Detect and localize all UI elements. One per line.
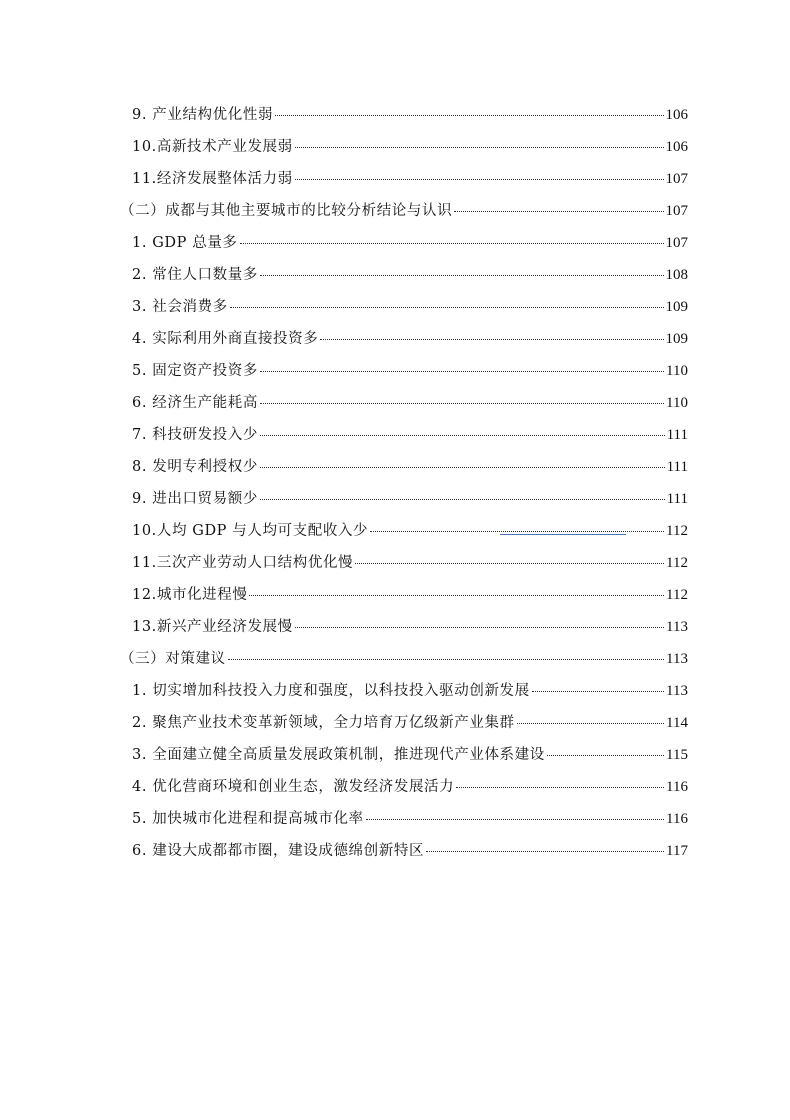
toc-entry-title: 6. 建设大成都都市圈，建设成德绵创新特区 (132, 843, 425, 859)
toc-entry-title: 4. 优化营商环境和创业生态，激发经济发展活力 (132, 779, 455, 795)
toc-page-number: 109 (665, 299, 688, 315)
toc-entry-title: 5. 固定资产投资多 (132, 363, 258, 379)
toc-dot-leader (532, 690, 664, 692)
toc-entry-title: 3. 社会消费多 (132, 299, 228, 315)
toc-dot-leader (366, 818, 664, 820)
toc-entry[interactable] (120, 387, 688, 419)
toc-entry[interactable] (120, 579, 688, 611)
toc-page-number: 113 (666, 651, 688, 667)
toc-entry-title: 6. 经济生产能耗高 (132, 395, 258, 411)
toc-entry-title: 3. 全面建立健全高质量发展政策机制，推进现代产业体系建设 (132, 747, 545, 763)
toc-page-number: 107 (665, 203, 688, 219)
toc-entry[interactable] (120, 131, 688, 163)
toc-dot-leader (260, 466, 665, 468)
toc-entry[interactable] (120, 227, 688, 259)
toc-dot-leader (295, 178, 664, 180)
toc-dot-leader (260, 370, 664, 372)
toc-page-number: 111 (666, 459, 688, 475)
toc-page-number: 116 (666, 811, 688, 827)
toc-entry-title: 10.高新技术产业发展弱 (132, 139, 293, 155)
toc-dot-leader (456, 786, 664, 788)
toc-entry[interactable] (120, 163, 688, 195)
toc-dot-leader (260, 402, 664, 404)
toc-entry[interactable] (120, 451, 688, 483)
toc-entry-title: （二）成都与其他主要城市的比较分析结论与认识 (120, 203, 453, 219)
toc-dot-leader (426, 850, 664, 852)
toc-entry[interactable] (120, 611, 688, 643)
toc-entry[interactable] (120, 803, 688, 835)
toc-entry-title: 4. 实际利用外商直接投资多 (132, 331, 319, 347)
toc-entry-title: 1. GDP 总量多 (132, 235, 238, 251)
toc-dot-leader (240, 242, 664, 244)
toc-dot-leader (260, 434, 665, 436)
toc-entry[interactable] (120, 291, 688, 323)
toc-entry-title: 9. 产业结构优化性弱 (132, 107, 274, 123)
toc-dot-leader (547, 754, 664, 756)
toc-page-number: 107 (665, 171, 688, 187)
toc-entry-title: 5. 加快城市化进程和提高城市化率 (132, 811, 364, 827)
toc-page-number: 110 (666, 395, 688, 411)
toc-entry-title: 11.经济发展整体活力弱 (132, 171, 293, 187)
toc-dot-leader (249, 594, 664, 596)
toc-entry[interactable] (120, 419, 688, 451)
toc-entry-title: 8. 发明专利授权少 (132, 459, 258, 475)
toc-dot-leader (320, 338, 663, 340)
toc-entry[interactable] (120, 739, 688, 771)
toc-entry-title: 13.新兴产业经济发展慢 (132, 619, 293, 635)
toc-entry[interactable] (120, 195, 688, 227)
toc-entry-title: 2. 常住人口数量多 (132, 267, 258, 283)
toc-page-number: 110 (666, 363, 688, 379)
toc-entry[interactable] (120, 515, 688, 547)
toc-page-number: 111 (666, 427, 688, 443)
toc-dot-leader (517, 722, 664, 724)
toc-entry[interactable] (120, 675, 688, 707)
toc-entry-title: 10.人均 GDP 与人均可支配收入少 (132, 523, 369, 539)
toc-entry[interactable] (120, 99, 688, 131)
toc-dot-leader (454, 210, 663, 212)
toc-entry[interactable] (120, 355, 688, 387)
toc-entry-title: （三）对策建议 (120, 651, 226, 667)
toc-dot-leader (275, 114, 663, 116)
toc-dot-leader (230, 306, 664, 308)
toc-page-number: 115 (666, 747, 688, 763)
toc-page-number: 114 (666, 715, 688, 731)
toc-dot-leader (355, 562, 664, 564)
toc-page-number: 112 (666, 587, 688, 603)
toc-page-number: 111 (666, 491, 688, 507)
toc-page-number: 106 (665, 139, 688, 155)
toc-entry[interactable] (120, 835, 688, 867)
toc-page-number: 116 (666, 779, 688, 795)
toc-dot-leader (370, 530, 664, 532)
toc-entry[interactable] (120, 259, 688, 291)
table-of-contents (120, 99, 688, 867)
toc-page-number: 108 (665, 267, 688, 283)
toc-page-number: 112 (666, 523, 688, 539)
toc-entry[interactable] (120, 483, 688, 515)
toc-entry-title: 11.三次产业劳动人口结构优化慢 (132, 555, 354, 571)
toc-page-number: 113 (666, 619, 688, 635)
toc-dot-leader (228, 658, 664, 660)
toc-dot-leader (295, 626, 664, 628)
toc-page-number: 117 (666, 843, 688, 859)
toc-entry-title: 1. 切实增加科技投入力度和强度，以科技投入驱动创新发展 (132, 683, 530, 699)
toc-page-number: 112 (666, 555, 688, 571)
toc-entry-title: 2. 聚焦产业技术变革新领域，全力培育万亿级新产业集群 (132, 715, 515, 731)
toc-entry[interactable] (120, 323, 688, 355)
toc-dot-leader (260, 274, 664, 276)
toc-entry[interactable] (120, 707, 688, 739)
toc-entry[interactable] (120, 547, 688, 579)
toc-dot-leader (295, 146, 664, 148)
toc-entry[interactable] (120, 771, 688, 803)
toc-entry-title: 12.城市化进程慢 (132, 587, 248, 603)
toc-entry-title: 7. 科技研发投入少 (132, 427, 258, 443)
toc-entry-title: 9. 进出口贸易额少 (132, 491, 258, 507)
toc-entry[interactable] (120, 643, 688, 675)
toc-page-number: 106 (665, 107, 688, 123)
toc-page-number: 113 (666, 683, 688, 699)
toc-page-number: 109 (665, 331, 688, 347)
toc-dot-leader (260, 498, 665, 500)
hyperlink-underline (500, 534, 626, 535)
toc-page-number: 107 (665, 235, 688, 251)
